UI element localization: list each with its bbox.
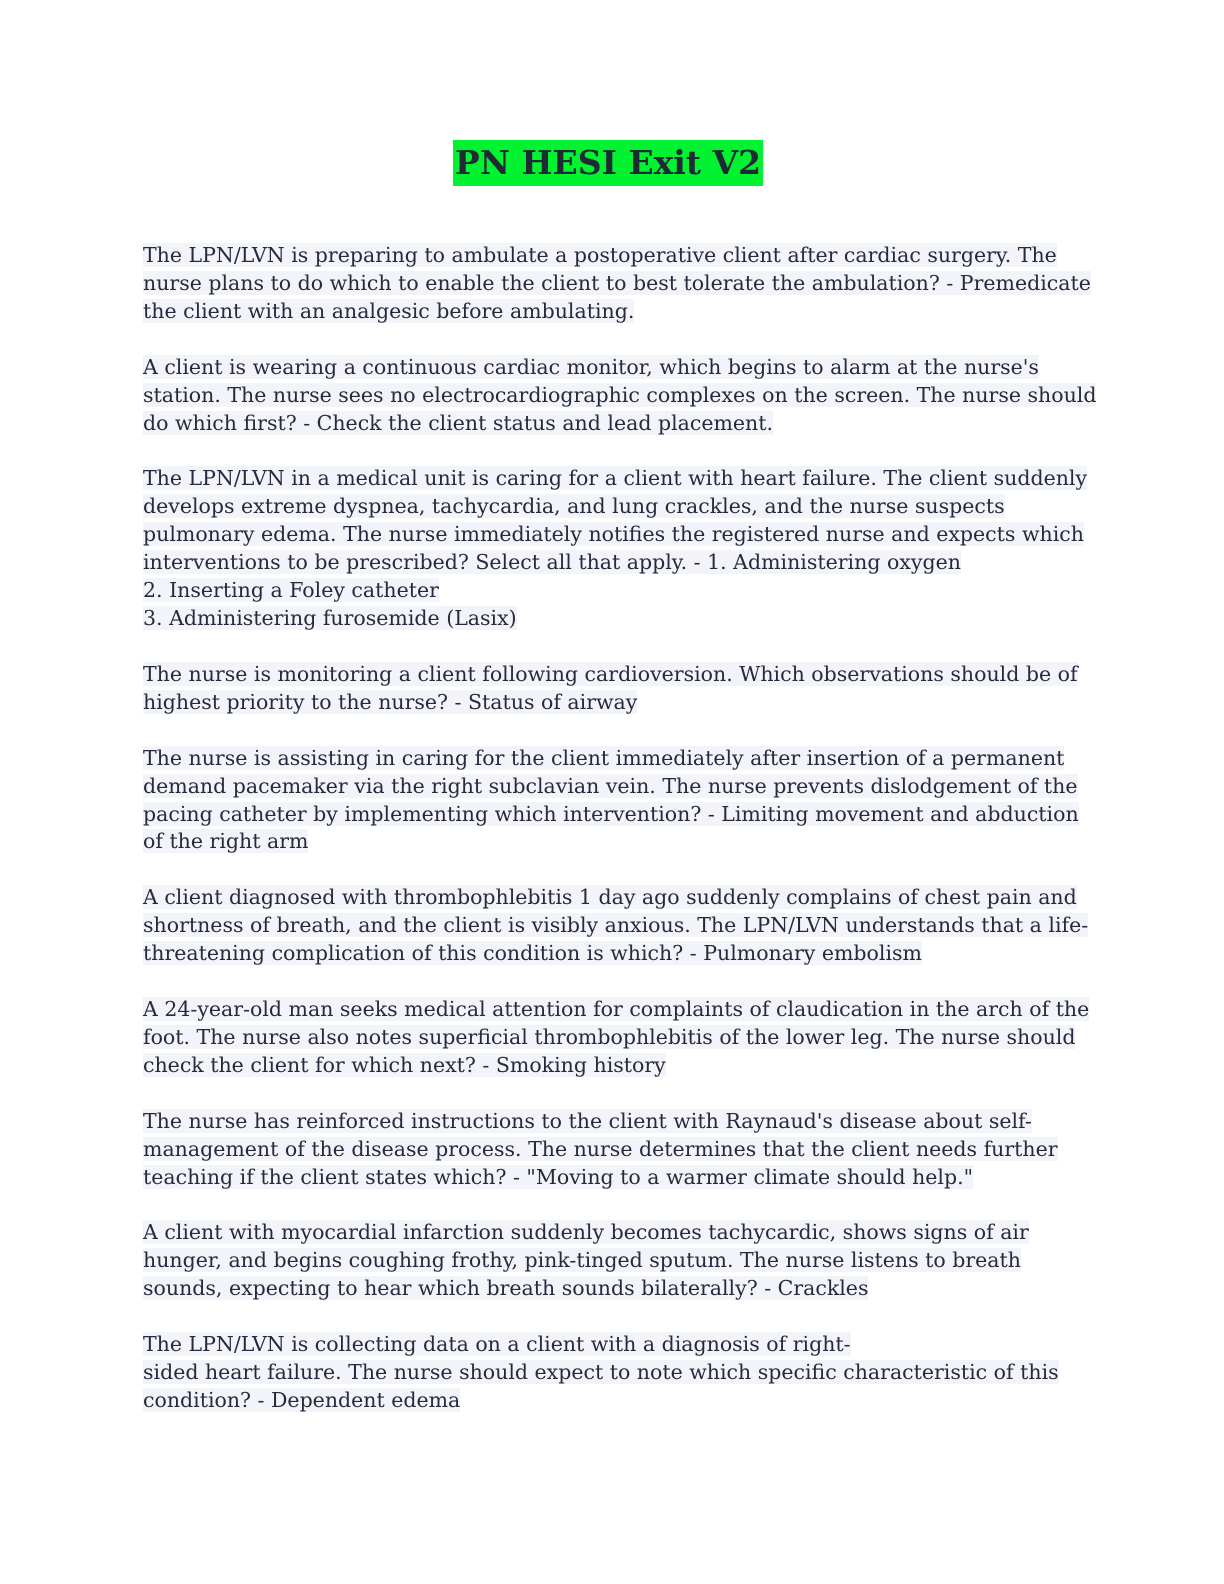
qa-line: 2. Inserting a Foley catheter [143,578,439,603]
qa-line: The nurse is monitoring a client following cardioversion. Which observations should be of [143,661,1078,686]
qa-line: The LPN/LVN is preparing to ambulate a postoperative client after cardiac surgery. The [143,243,1057,267]
qa-line: shortness of breath, and the client is visibly anxious. The LPN/LVN understands that a life- [143,913,1089,938]
qa-item-3 [143,465,1088,632]
qa-line: The nurse is assisting in caring for the client immediately after insertion of a permanent [143,745,1065,770]
qa-line: sounds, expecting to hear which breath sounds bilaterally? - Crackles [143,1276,869,1301]
qa-line: threatening complication of this condition is which? - Pulmonary embolism [143,941,922,966]
qa-line: demand pacemaker via the right subclavian vein. The nurse prevents dislodgement of the [143,773,1078,798]
qa-item-10 [143,1331,1073,1415]
qa-item-6 [143,884,1089,968]
qa-line: management of the disease process. The nurse determines that the client needs further [143,1136,1058,1161]
qa-item-7 [143,996,1090,1080]
qa-line: The nurse has reinforced instructions to the client with Raynaud's disease about self- [143,1108,1032,1133]
qa-item-9 [143,1219,1073,1303]
qa-line: 3. Administering furosemide (Lasix) [143,605,517,630]
qa-line: A 24-year-old man seeks medical attention for complaints of claudication in the arch of the [143,997,1090,1022]
qa-line: condition? - Dependent edema [143,1388,461,1412]
qa-item-8 [143,1108,1073,1192]
qa-line: highest priority to the nurse? - Status of airway [143,689,638,714]
qa-line: sided heart failure. The nurse should expect to note which specific characteristic of this [143,1360,1059,1385]
qa-item-4 [143,661,1078,717]
document-title: PN HESI Exit V2 [453,140,763,186]
document-page [143,140,1097,1443]
qa-line: station. The nurse sees no electrocardiographic complexes on the screen. The nurse should [143,382,1097,407]
qa-line: A client diagnosed with thrombophlebitis 1 day ago suddenly complains of chest pain and [143,885,1077,910]
qa-item-1 [143,242,1091,326]
qa-line: A client is wearing a continuous cardiac monitor, which begins to alarm at the nurse's [143,354,1039,379]
qa-line: A client with myocardial infarction suddenly becomes tachycardic, shows signs of air [143,1220,1029,1245]
qa-line: The LPN/LVN in a medical unit is caring for a client with heart failure. The client suddenly [143,466,1088,491]
qa-line: pacing catheter by implementing which intervention? - Limiting movement and abduction [143,801,1079,826]
qa-line: foot. The nurse also notes superficial thrombophlebitis of the lower leg. The nurse should [143,1024,1076,1049]
qa-line: develops extreme dyspnea, tachycardia, and lung crackles, and the nurse suspects [143,494,1005,519]
qa-item-5 [143,745,1079,857]
qa-line: interventions to be prescribed? Select all that apply. - 1. Administering oxygen [143,550,961,575]
qa-line: pulmonary edema. The nurse immediately notifies the registered nurse and expects which [143,522,1084,547]
qa-item-2 [143,354,1097,438]
qa-line: The LPN/LVN is collecting data on a client with a diagnosis of right- [143,1332,851,1357]
qa-line: teaching if the client states which? - "Moving to a warmer climate should help." [143,1164,974,1189]
qa-line: of the right arm [143,829,309,854]
qa-line: nurse plans to do which to enable the client to best tolerate the ambulation? - Premedicate [143,270,1091,295]
qa-line: hunger, and begins coughing frothy, pink-tinged sputum. The nurse listens to breath [143,1248,1021,1273]
qa-line: the client with an analgesic before ambulating. [143,298,635,323]
title-wrap [143,140,1073,186]
qa-line: check the client for which next? - Smoking history [143,1052,666,1077]
qa-line: do which first? - Check the client status and lead placement. [143,410,773,435]
